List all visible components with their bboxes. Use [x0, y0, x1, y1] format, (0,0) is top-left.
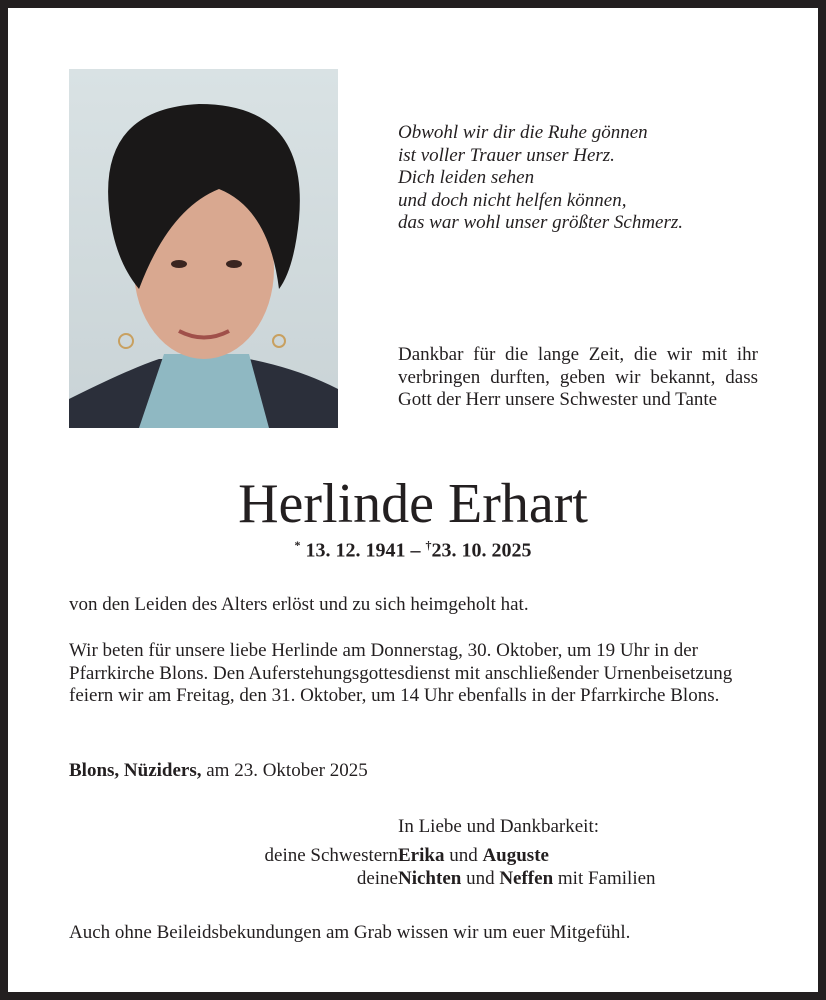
life-dates	[8, 538, 818, 563]
mourner-name: Erika	[398, 845, 445, 866]
deceased-name: Herlinde Erhart	[238, 473, 588, 535]
death-symbol: †	[425, 538, 432, 552]
place-date	[69, 760, 368, 782]
place: Blons, Nüziders,	[69, 760, 202, 781]
intro-text: Dankbar für die lange Zeit, die wir mit ihr verbringen durften, geben wir bekannt, dass Gott der Herr unsere Schwester und Tante	[398, 344, 758, 410]
mourner-name: Neffen	[499, 868, 554, 889]
poem	[398, 122, 683, 235]
mourner-name: Auguste	[482, 845, 549, 866]
birth-symbol: *	[294, 538, 301, 552]
death-date: 23. 10. 2025	[431, 539, 532, 562]
obituary-page	[8, 8, 818, 992]
announcement-text: von den Leiden des Alters erlöst und zu sich heimgeholt hat.	[69, 594, 529, 615]
portrait-photo	[69, 69, 338, 428]
closing-note: Auch ohne Beileidsbekundungen am Grab wissen wir um euer Mitgefühl.	[69, 922, 631, 943]
poem-line: ist voller Trauer unser Herz.	[398, 144, 615, 166]
mourner-suffix: mit Familien	[557, 868, 656, 889]
poem-line: Obwohl wir dir die Ruhe gönnen	[398, 122, 648, 143]
mourners-names	[398, 867, 656, 891]
date-dash: –	[410, 539, 421, 562]
birth-date: 13. 12. 1941	[305, 539, 406, 562]
conjunction: und	[449, 845, 478, 866]
poem-line: Dich leiden sehen	[398, 167, 535, 188]
conjunction: und	[466, 868, 495, 889]
mourners-label: deine	[356, 868, 398, 889]
mourner-name: Nichten	[398, 868, 462, 889]
signoff: In Liebe und Dankbarkeit:	[398, 816, 600, 837]
mourners-names	[398, 844, 549, 868]
mourners-label: deine Schwestern	[264, 845, 398, 866]
date: am 23. Oktober 2025	[206, 760, 368, 781]
poem-line: und doch nicht helfen können,	[398, 189, 627, 211]
service-details: Wir beten für unsere liebe Herlinde am Donnerstag, 30. Oktober, um 19 Uhr in der Pfarrkirche Blons. Den Auferstehungsgottesdienst mit anschließender Urnenbeisetzung feiern wir am Freitag, den 31. Oktober, um 14 Uhr ebenfalls in der Pfarrkirche Blons.	[69, 640, 733, 706]
poem-line: das war wohl unser größter Schmerz.	[398, 212, 684, 233]
